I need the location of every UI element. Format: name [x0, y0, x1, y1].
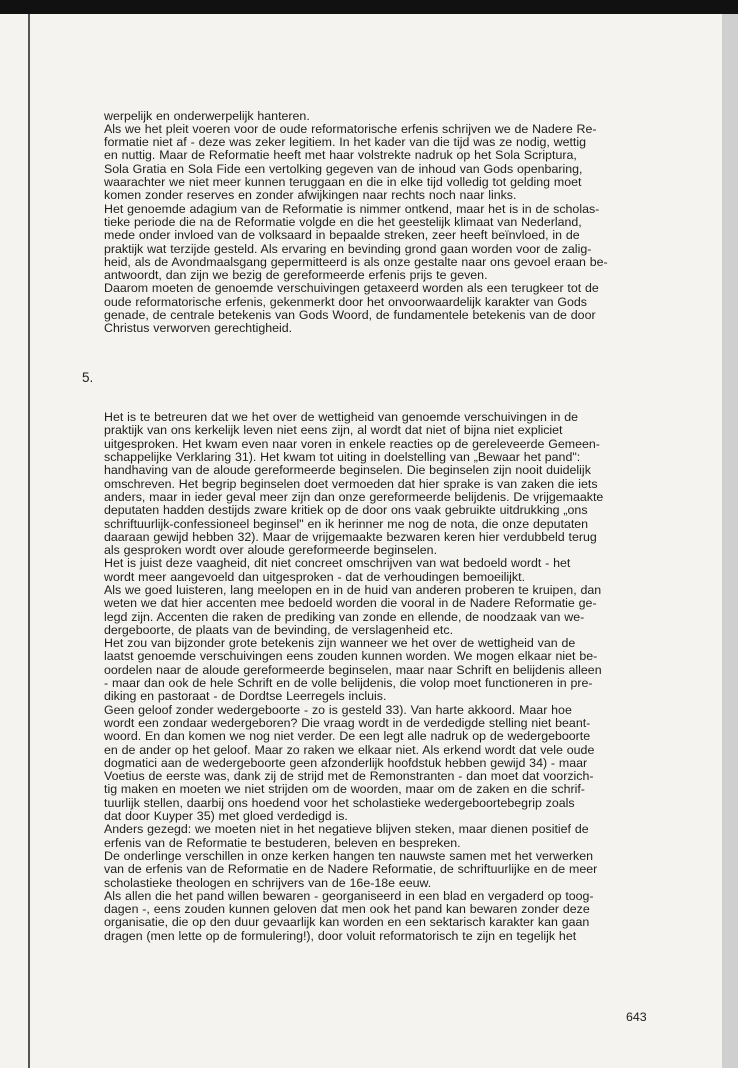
scan-top-border — [0, 0, 738, 14]
text-line: dagen -, eens zouden kunnen geloven dat men ook het pand kan bewaren zonder deze — [104, 902, 590, 917]
text-line: erfenis van de Reformatie te bestuderen, beleven en bespreken. — [104, 835, 461, 850]
text-line: tieke periode die na de Reformatie volgde en die het geestelijk klimaat van Nederland, — [104, 214, 582, 229]
text-line: Anders gezegd: we moeten niet in het negatieve blijven steken, maar dienen positief de — [104, 822, 589, 837]
text-line: dragen (men lette op de formulering!), door voluit reformatorisch te zijn en tegelijk het — [104, 928, 577, 943]
text-line: als gesproken wordt over aloude gereformeerde beginselen. — [104, 543, 438, 558]
text-line: tuurlijk stellen, daarbij ons hoedend voor het scholastieke wedergeboortebegrip zoals — [104, 795, 575, 810]
body-text — [82, 83, 656, 983]
text-line: en nuttig. Maar de Reformatie heeft met haar volstrekte nadruk op het Sola Scriptura, — [104, 148, 577, 163]
text-line: mede onder invloed van de volksaard in bepaalde streken, zeer heeft beïnvloed, in de — [104, 228, 580, 243]
text-line: Als we goed luisteren, lang meelopen en in de huid van anderen proberen te kruipen, dan — [104, 582, 602, 597]
text-line: Het genoemde adagium van de Reformatie is nimmer ontkend, maar het is in de scholas- — [104, 201, 600, 216]
text-line: Geen geloof zonder wedergeboorte - zo is gesteld 33). Van harte akkoord. Maar hoe — [104, 702, 572, 717]
text-line: antwoordt, dan zijn we bezig de gereformeerde erfenis prijs te geven. — [104, 268, 488, 283]
text-line: Het is te betreuren dat we het over de wettigheid van genoemde verschuivingen in de — [104, 410, 578, 425]
text-line: genade, de centrale betekenis van Gods Woord, de fundamentele betekenis van de door — [104, 308, 596, 323]
text-line: tig maken en moeten we niet strijden om de woorden, maar om de zaken en die schrif- — [104, 782, 585, 797]
text-line: oude reformatorische erfenis, gekenmerkt door het onvoorwaardelijk karakter van Gods — [104, 294, 587, 309]
text-line: Daarom moeten de genoemde verschuivingen getaxeerd worden als een terugkeer tot de — [104, 281, 599, 296]
text-line: schriftuurlijk-confessioneel beginsel" en ik herinner me nog de nota, die onze deputaten — [104, 516, 589, 531]
text-line: Voetius de eerste was, dank zij de strijd met de Remonstranten - dan moet dat voorzich- — [104, 769, 594, 784]
text-line: komen zonder reserves en zonder afwijkingen naar rechts noch naar links. — [104, 188, 517, 203]
item-5-text — [104, 411, 656, 943]
text-line: waarachter we niet meer kunnen teruggaan en die in elke tijd volledig tot gelding moet — [104, 175, 582, 190]
text-line: omschreven. Het begrip beginselen doet vermoeden dat hier sprake is van zaken die iets — [104, 476, 598, 491]
text-line: woord. En dan komen we nog niet verder. De een legt alle nadruk op de wedergeboorte — [104, 729, 591, 744]
paragraph-block-1 — [104, 110, 656, 336]
text-line: werpelijk en onderwerpelijk hanteren. — [104, 108, 310, 123]
text-line: organisatie, die op den duur gevaarlijk kan worden en een sektarisch karakter kan gaan — [104, 915, 590, 930]
text-line: scholastieke theologen en schrijvers van de 16e-18e eeuw. — [104, 875, 432, 890]
text-line: Sola Gratia en Sola Fide een vertolking gegeven van de inhoud van Gods openbaring, — [104, 161, 583, 176]
numbered-item-5 — [82, 370, 656, 969]
text-line: deputaten hadden destijds zware kritiek op de door ons vaak gebruikte uitdrukking „ons — [104, 503, 588, 518]
text-line: wordt meer aangevoeld dan uitgesproken - dat de verhoudingen bemoeilijkt. — [104, 569, 526, 584]
scan-right-edge — [722, 14, 738, 1068]
text-line: heid, als de Avondmaalsgang gepermitteerd is als onze gestalte naar ons gevoel eraan be- — [104, 254, 608, 269]
text-line: handhaving van de aloude gereformeerde beginselen. Die beginselen zijn nooit duidelijk — [104, 463, 591, 478]
text-line: Christus verworven gerechtigheid. — [104, 321, 293, 336]
item-number: 5. — [82, 370, 94, 386]
text-line: wordt een zondaar wedergeboren? Die vraag wordt in de verdedigde stelling niet beant- — [104, 715, 591, 730]
text-line: uitgesproken. Het kwam even naar voren in enkele reacties op de gereleveerde Gemeen- — [104, 436, 600, 451]
text-line: diking en pastoraat - de Dordtse Leerregels incluis. — [104, 689, 387, 704]
text-line: dergeboorte, de plaats van de bevinding, de verslagenheid etc. — [104, 622, 454, 637]
text-line: Als allen die het pand willen bewaren - georganiseerd in een blad en vergaderd op toog- — [104, 888, 594, 903]
text-line: daaraan gewijd hebben 32). Maar de vrijgemaakte bezwaren keren hier verdubbeld terug — [104, 529, 597, 544]
text-line: laatst genoemde verschuivingen eens zouden kunnen worden. We mogen elkaar niet be- — [104, 649, 598, 664]
text-line: legd zijn. Accenten die raken de prediking van zonde en ellende, de noodzaak van we- — [104, 609, 585, 624]
text-line: van de erfenis van de Reformatie en de Nadere Reformatie, de schriftuurlijke en de meer — [104, 862, 598, 877]
text-line: - maar dan ook de hele Schrift en de volle belijdenis, die volop moet functioneren in pre- — [104, 676, 593, 691]
page-number: 643 — [626, 1010, 647, 1024]
text-line: oordelen naar de aloude gereformeerde beginselen, maar naar Schrift en belijdenis alleen — [104, 662, 602, 677]
page-binding-line — [28, 14, 30, 1068]
text-line: De onderlinge verschillen in onze kerken hangen ten nauwste samen met het verwerken — [104, 848, 594, 863]
text-line: Het zou van bijzonder grote betekenis zijn wanneer we het over de wettigheid van de — [104, 636, 576, 651]
text-line: dogmatici aan de wedergeboorte geen afzonderlijk hoofdstuk hebben gewijd 34) - maar — [104, 755, 588, 770]
text-line: en de ander op het geloof. Maar zo raken we elkaar niet. Als erkend wordt dat vele oude — [104, 742, 595, 757]
text-line: dat door Kuyper 35) met gloed verdedigd is. — [104, 809, 348, 824]
text-line: Het is juist deze vaagheid, dit niet concreet omschrijven van wat bedoeld wordt - het — [104, 556, 571, 571]
text-line: anders, maar in ieder geval meer zijn dan onze gereformeerde belijdenis. De vrijgemaakte — [104, 489, 604, 504]
text-line: schappelijke Verklaring 31). Het kwam tot uiting in doelstelling van „Bewaar het pand": — [104, 450, 581, 465]
text-line: praktijk wat terzijde gesteld. Als ervaring en bevinding grond gaan worden voor de zalig- — [104, 241, 592, 256]
text-line: weten we dat hier accenten mee bedoeld worden die vooral in de Nadere Reformatie ge- — [104, 596, 597, 611]
text-line: formatie niet af - deze was zeker legitiem. In het kader van die tijd was ze nodig, wettig — [104, 135, 587, 150]
text-line: Als we het pleit voeren voor de oude reformatorische erfenis schrijven we de Nadere Re- — [104, 121, 597, 136]
text-line: praktijk van ons kerkelijk leven niet eens zijn, al wordt dat niet of bijna niet expliciet — [104, 423, 563, 438]
